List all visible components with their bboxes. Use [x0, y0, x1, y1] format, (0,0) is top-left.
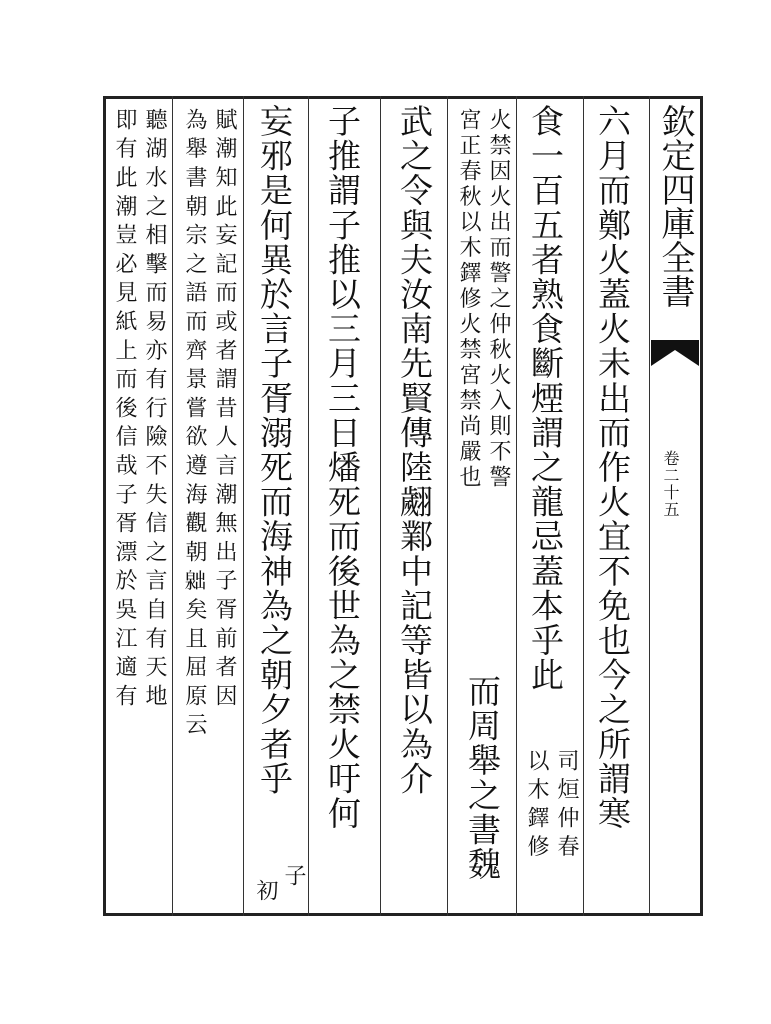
column-rule	[649, 96, 650, 916]
main-text: 食一百五者熟食斷煙謂之龍忌蓋本乎此	[526, 104, 565, 693]
text-column-5: 子推謂子推以三月三日燔死而後世為之禁火吁何	[323, 104, 362, 831]
column-rule	[172, 96, 173, 916]
interlinear-note: 以木鐸修	[524, 749, 549, 863]
volume-marker: 卷二十五	[661, 450, 680, 518]
interlinear-note: 即有此潮豈必見紙上而後信哉子胥漂於吳江適有	[112, 108, 137, 713]
text-column-1: 六月而鄭火蓋火未出而作火宜不免也今之所謂寒	[593, 104, 632, 831]
text-column-3	[450, 104, 514, 910]
interlinear-note: 司烜仲春	[554, 749, 579, 863]
book-title: 欽定四庫全書	[655, 104, 695, 308]
text-column-6	[246, 104, 306, 910]
interlinear-note: 初	[253, 879, 278, 908]
text-column-8	[106, 104, 170, 910]
fish-tail-mark	[649, 340, 701, 368]
interlinear-note: 為舉書朝宗之語而齊景嘗欲遵海觀朝𣻮矣且屈原云	[182, 108, 207, 742]
text-column-4: 武之令與夫汝南先賢傳陸翽鄴中記等皆以為介	[395, 104, 434, 796]
main-text: 妄邪是何異於言子胥溺死而海神為之朝夕者乎	[255, 104, 294, 796]
text-column-7	[175, 104, 241, 910]
column-rule	[516, 96, 517, 916]
main-text: 而周舉之書魏	[463, 674, 502, 882]
interlinear-note: 宮正春秋以木鐸修火禁宮禁尚嚴也	[456, 108, 481, 491]
interlinear-note: 賦潮知此妄記而或者謂昔人言潮無出子胥前者因	[212, 108, 237, 713]
column-rule	[447, 96, 448, 916]
column-rule	[308, 96, 309, 916]
interlinear-note: 火禁因火出而警之仲秋火入則不警	[486, 108, 511, 491]
column-rule	[380, 96, 381, 916]
column-rule	[583, 96, 584, 916]
interlinear-note: 聽湖水之相擊而易亦有行險不失信之言自有天地	[142, 108, 167, 713]
text-column-2	[519, 104, 582, 910]
interlinear-note: 子	[281, 864, 306, 893]
column-rule	[243, 96, 244, 916]
